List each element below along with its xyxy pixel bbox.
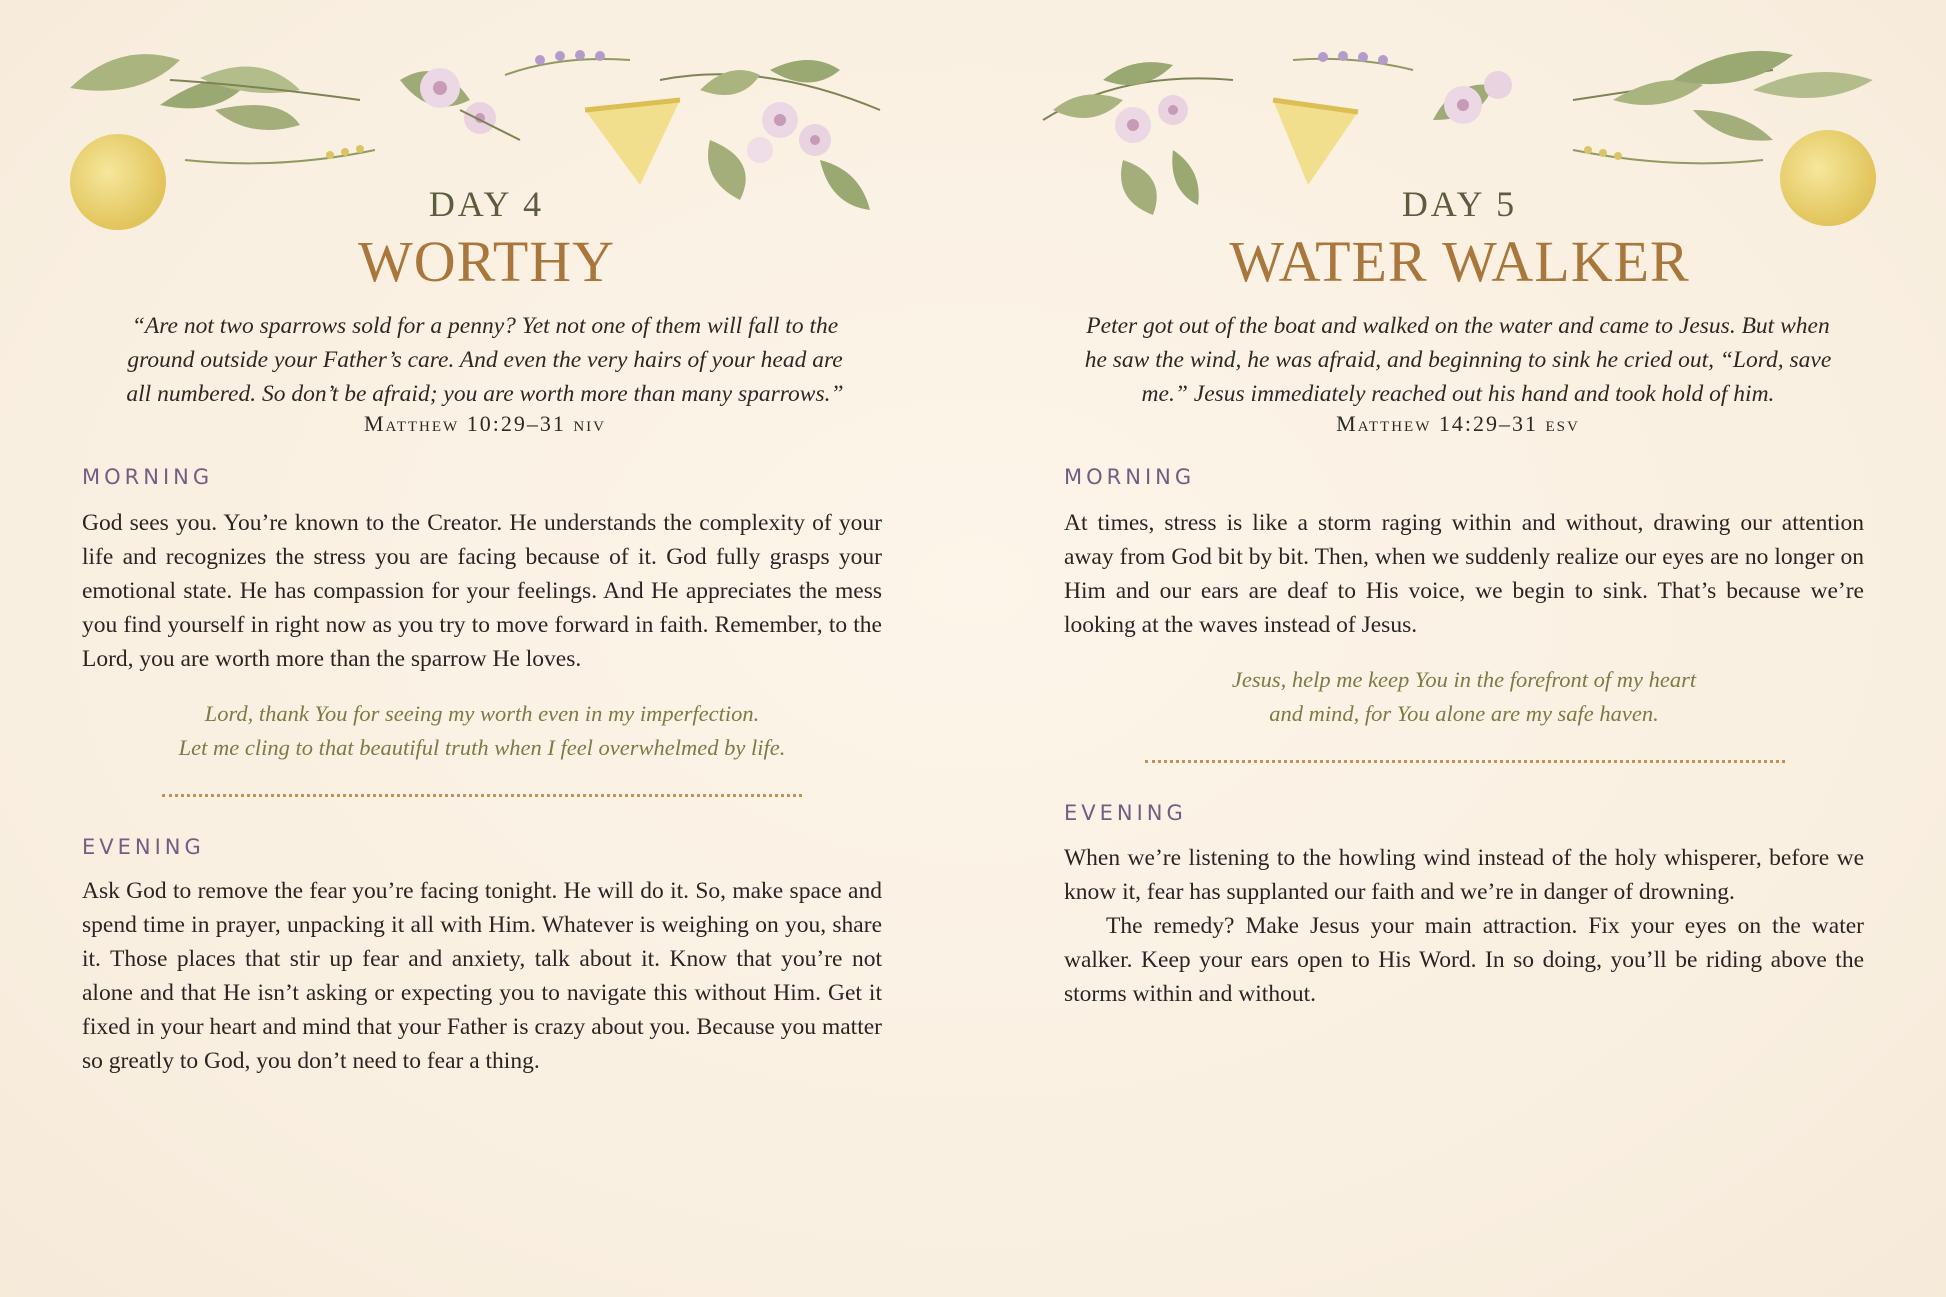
prayer-line: Let me cling to that beautiful truth when I feel overwhelmed by life. bbox=[178, 735, 786, 760]
blossom-illustration bbox=[400, 68, 520, 140]
evening-heading: EVENING bbox=[1064, 801, 1187, 825]
sprig-illustration bbox=[185, 145, 375, 163]
evening-paragraph: When we’re listening to the howling wind instead of the holy whisperer, before we know it, fear has supplanted our faith and we’re in danger of drowning. bbox=[1064, 845, 1864, 905]
page-title: WORTHY bbox=[357, 229, 616, 294]
morning-prayer bbox=[82, 697, 882, 765]
scripture-quote: “Are not two sparrows sold for a penny? Yet not one of them will fall to the ground outside your Father’s care. And even the very hairs of your head are all numbered. So don’t be afraid; you are worth more than many sparrows.” bbox=[126, 313, 844, 407]
right-page bbox=[973, 0, 1946, 1297]
sprig-illustration bbox=[1573, 146, 1763, 163]
morning-text: At times, stress is like a storm raging within and without, drawing our attention away from God bit by bit. Then, when we suddenly realize our eyes are no longer on Him and our ears are deaf to His voice, we begin to sink. That’s because we’re looking at the waves instead of Jesus. bbox=[1064, 510, 1864, 638]
evening-paragraph: The remedy? Make Jesus your main attraction. Fix your eyes on the water walker. Keep your ears open to His Word. In so doing, you’ll be riding above the storms within and without. bbox=[1064, 913, 1864, 1007]
scripture-reference: Matthew 14:29–31 esv bbox=[1336, 411, 1580, 436]
evening-text bbox=[1064, 841, 1864, 1011]
lavender-illustration bbox=[1293, 51, 1413, 70]
morning-heading: MORNING bbox=[1064, 465, 1196, 489]
lemon-slice-illustration bbox=[585, 100, 680, 185]
day-label: DAY 5 bbox=[1401, 184, 1518, 224]
lemon-slice-illustration bbox=[1273, 100, 1358, 185]
prayer-line: and mind, for You alone are my safe haven. bbox=[1269, 701, 1659, 726]
day-label: DAY 4 bbox=[428, 184, 545, 224]
leaf-illustration bbox=[1573, 51, 1873, 141]
blossom-illustration bbox=[1433, 71, 1512, 124]
evening-text: Ask God to remove the fear you’re facing tonight. He will do it. So, make space and spend time in prayer, unpacking it all with Him. Whatever is weighing on you, share it. Those places that stir up fear and anxiety, talk about it. Know that you’re not alone and that He isn’t asking or expecting you to navigate this without Him. Get it fixed in your heart and mind that your Father is crazy about you. Because you matter so greatly to God, you don’t need to fear a thing. bbox=[82, 878, 882, 1074]
section-divider bbox=[162, 794, 802, 797]
leaf-illustration bbox=[70, 54, 360, 130]
evening-heading: EVENING bbox=[82, 835, 205, 859]
scripture-reference: Matthew 10:29–31 niv bbox=[364, 411, 606, 436]
scripture-quote: Peter got out of the boat and walked on the water and came to Jesus. But when he saw the wind, he was afraid, and beginning to sink he cried out, “Lord, save me.” Jesus immediately reached out his hand and took hold of him. bbox=[1084, 313, 1832, 407]
prayer-line: Lord, thank You for seeing my worth even in my imperfection. bbox=[204, 701, 760, 726]
morning-prayer bbox=[1064, 663, 1864, 731]
prayer-line: Jesus, help me keep You in the forefront of my heart bbox=[1231, 667, 1697, 692]
section-divider bbox=[1145, 760, 1785, 763]
morning-text: God sees you. You’re known to the Creator. He understands the complexity of your life and recognizes the stress you are facing because of it. God fully grasps your emotional state. He has compassion for your feelings. And He appreciates the mess you find yourself in right now as you try to move forward in faith. Remember, to the Lord, you are worth more than the sparrow He loves. bbox=[82, 510, 882, 672]
page-title: WATER WALKER bbox=[1229, 229, 1690, 294]
lavender-illustration bbox=[505, 50, 630, 75]
morning-heading: MORNING bbox=[82, 465, 214, 489]
